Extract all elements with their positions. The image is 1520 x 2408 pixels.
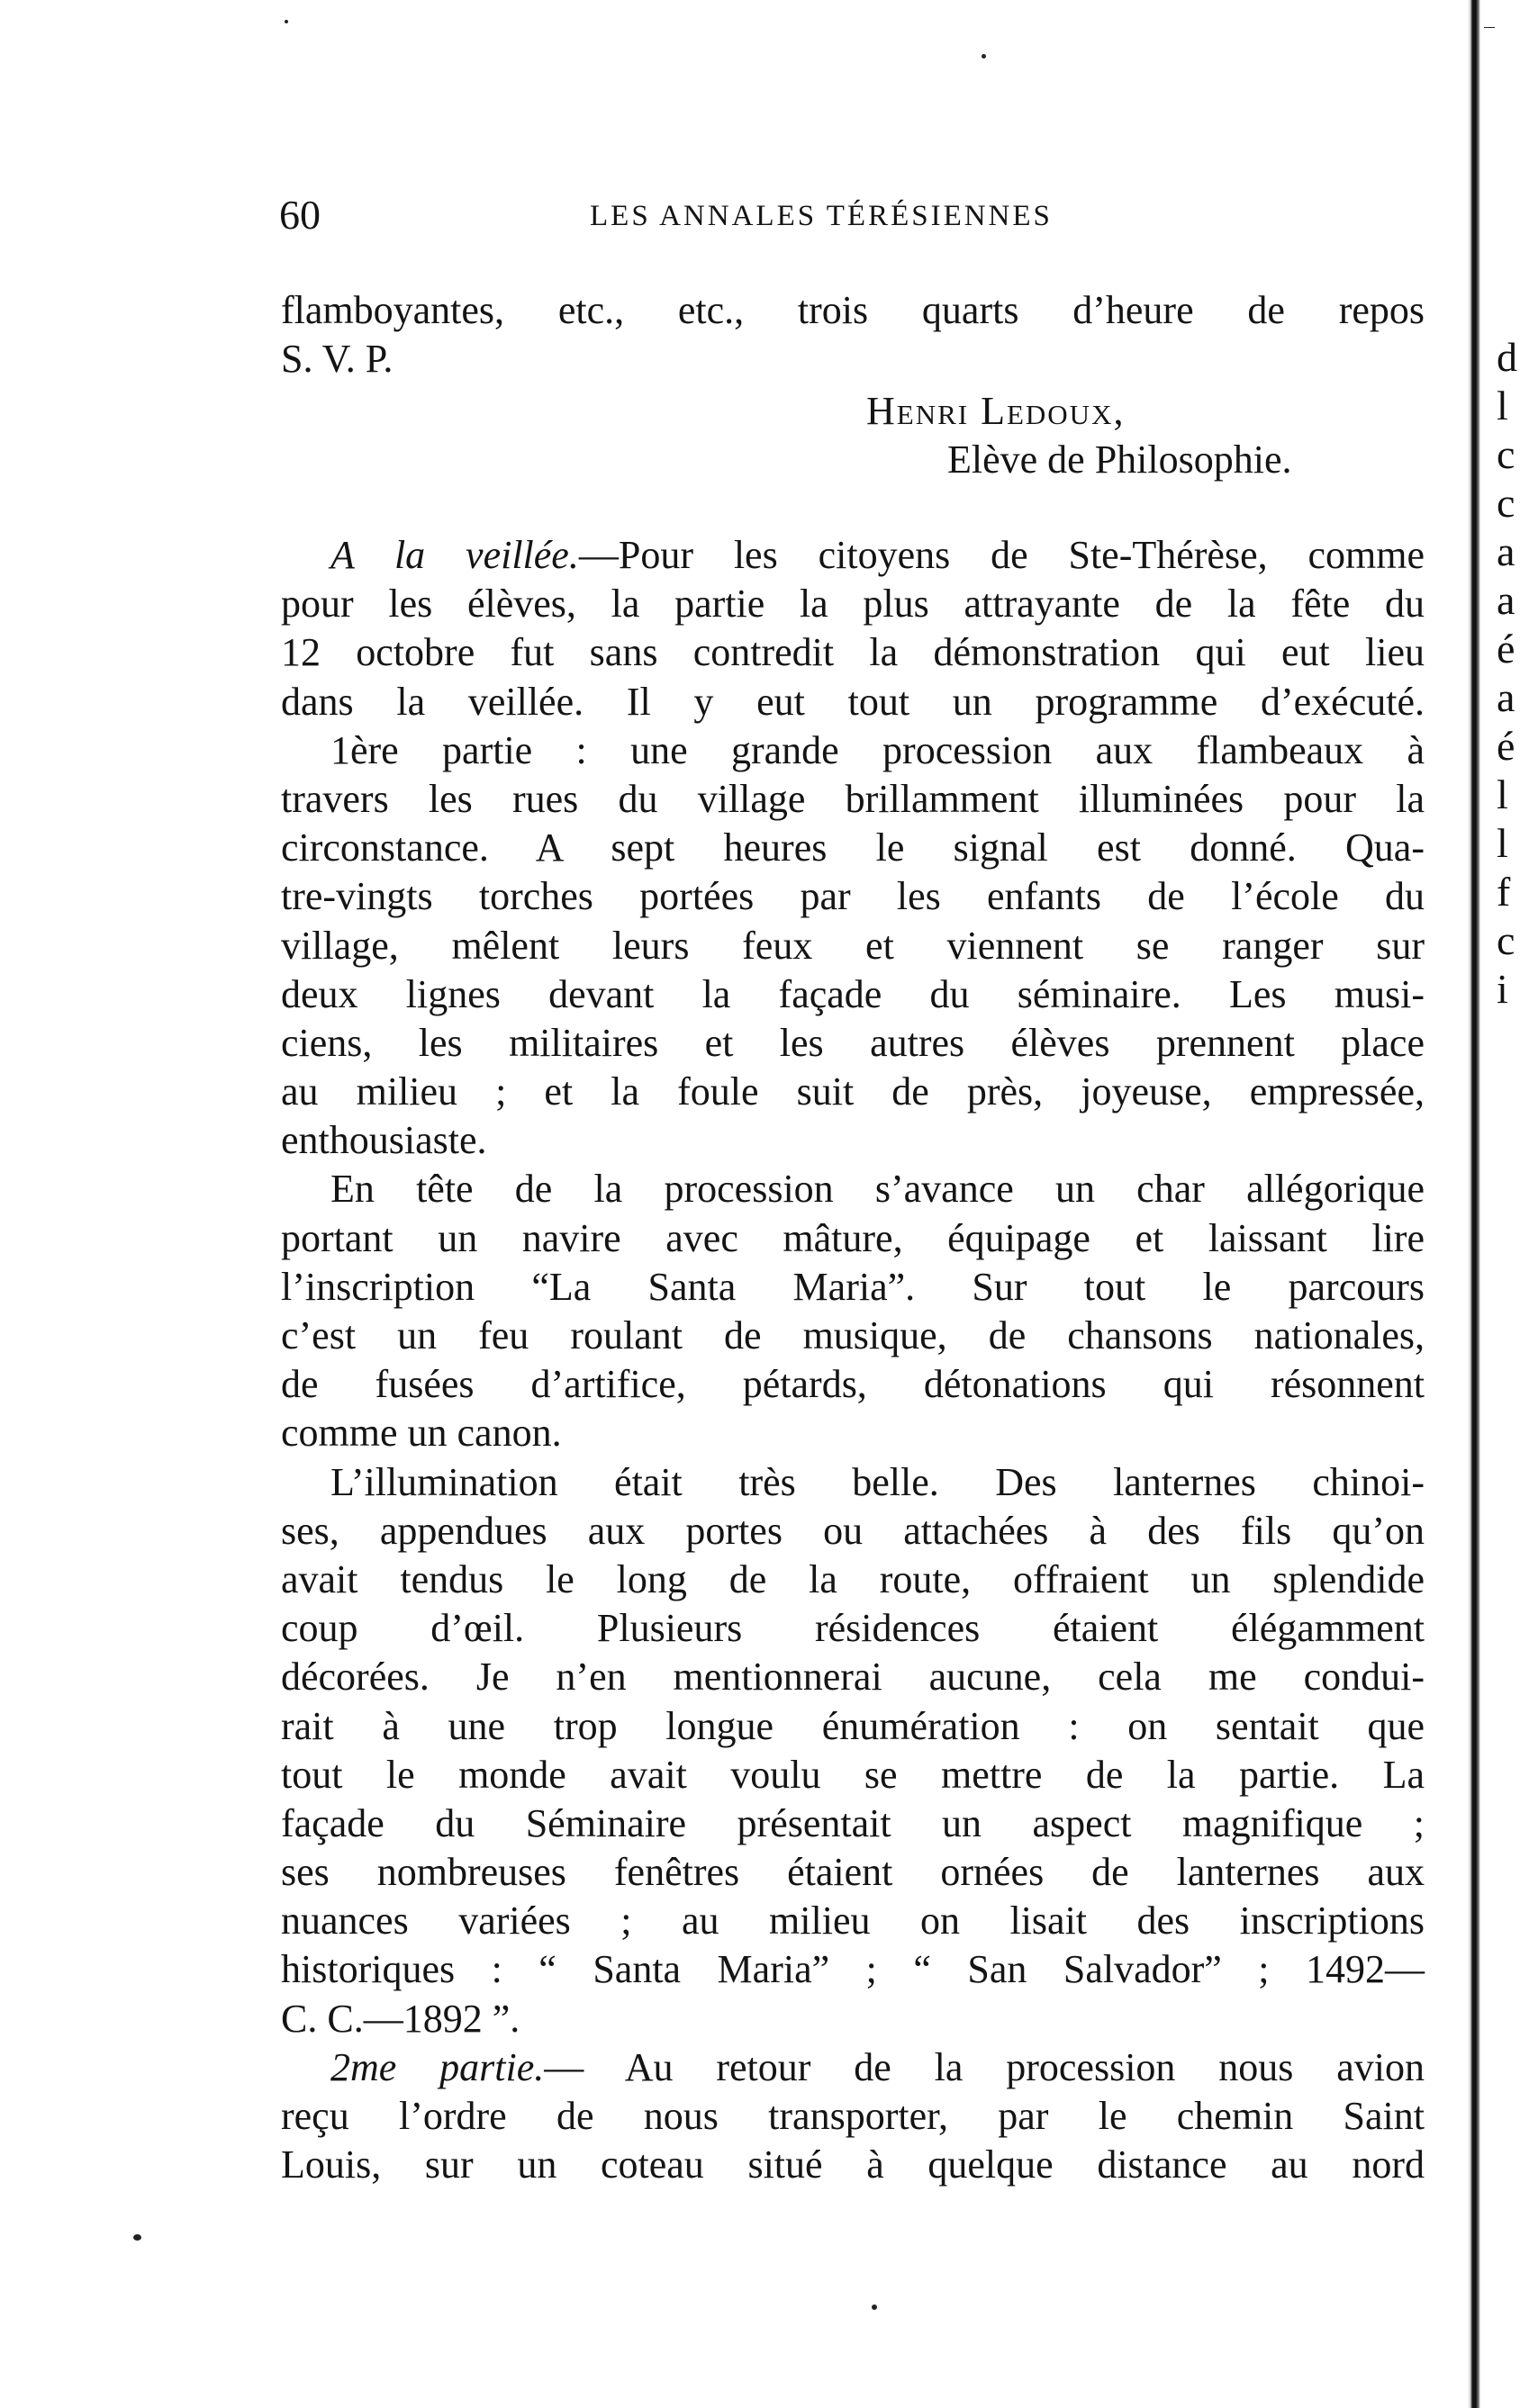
text-line: Louis, sur un coteau situé à quelque distance au nord: [281, 2142, 1425, 2187]
page-spine-edge: [1468, 0, 1480, 2408]
text-line: coup d’œil. Plusieurs résidences étaient élégamment: [281, 1606, 1425, 1651]
text-line: enthousiaste.: [281, 1118, 487, 1163]
text-line: ses nombreuses fenêtres étaient ornées de lanternes aux: [281, 1850, 1425, 1895]
text-line: rait à une trop longue énumération : on sentait que: [281, 1703, 1425, 1748]
text-line: l’inscription “La Santa Maria”. Sur tout le parcours: [281, 1264, 1425, 1309]
text-line: nuances variées ; au milieu on lisait des inscriptions: [281, 1898, 1425, 1944]
scan-speck: [285, 20, 288, 23]
text-line: c’est un feu roulant de musique, de chansons nationales,: [281, 1313, 1425, 1357]
text-line: tre-vingts torches portées par les enfants de l’école du: [281, 874, 1425, 919]
section-text: —Pour les citoyens de Ste-Thérèse, comme: [578, 533, 1425, 577]
facing-page-letter: f: [1497, 869, 1511, 915]
text-line: portant un navire avec mâture, équipage et laissant lire: [281, 1215, 1425, 1260]
facing-page-letter: c: [1497, 431, 1515, 477]
text-line: ses, appendues aux portes ou attachées à des fils qu’on: [281, 1508, 1425, 1553]
text-line: travers les rues du village brillamment illuminées pour la: [281, 776, 1425, 821]
page-header: [279, 191, 1423, 245]
facing-page-letter: i: [1497, 966, 1508, 1012]
facing-page-letter: a: [1497, 674, 1515, 720]
text-line: C. C.—1892 ”.: [281, 1996, 520, 2041]
text-line: de fusées d’artifice, pétards, détonations qui résonnent: [281, 1362, 1425, 1407]
facing-page-letter: c: [1497, 917, 1515, 963]
author-role: Elève de Philosophie.: [947, 437, 1292, 482]
facing-page-letter: l: [1497, 383, 1508, 428]
text-line: décorées. Je n’en mentionnerai aucune, cela me condui-: [281, 1655, 1425, 1700]
text-line: comme un canon.: [281, 1411, 562, 1456]
section-lead: 2me partie.: [330, 2044, 545, 2089]
facing-page-letter: l: [1497, 771, 1508, 817]
text-line: dans la veillée. Il y eut tout un programme d’exécuté.: [281, 679, 1425, 724]
text-line: [281, 531, 1425, 580]
facing-page-fragment: [1497, 333, 1520, 1014]
running-title: LES ANNALES TÉRÉSIENNES: [590, 200, 1053, 232]
facing-page-letter: d: [1497, 334, 1517, 380]
facing-page-letter: é: [1497, 723, 1515, 769]
text-line: pour les élèves, la partie la plus attrayante de la fête du: [281, 582, 1425, 627]
text-line: tout le monde avait voulu se mettre de la partie. La: [281, 1752, 1425, 1797]
text-line: 12 octobre fut sans contredit la démonstration qui eut lieu: [281, 630, 1425, 675]
scan-speck: [982, 54, 986, 59]
text-line: 1ère partie : une grande procession aux flambeaux à: [330, 727, 1425, 772]
section-text: — Au retour de la procession nous avion: [544, 2044, 1425, 2089]
text-line: circonstance. A sept heures le signal est donné. Qua-: [281, 825, 1425, 870]
section-lead: A la veillée.: [330, 533, 579, 577]
text-line: [281, 2043, 1425, 2092]
facing-page-letter: a: [1497, 577, 1515, 623]
text-line: En tête de la procession s’avance un char allégorique: [330, 1167, 1425, 1212]
scan-mark: [1484, 27, 1495, 28]
text-line: au milieu ; et la foule suit de près, joyeuse, empressée,: [281, 1069, 1425, 1114]
text-line: reçu l’ordre de nous transporter, par le chemin Saint: [281, 2094, 1425, 2138]
facing-page-letter: l: [1497, 820, 1508, 866]
scan-speck: [872, 2304, 877, 2310]
text-line: façade du Séminaire présentait un aspect magnifique ;: [281, 1800, 1425, 1845]
text-line: flamboyantes, etc., etc., trois quarts d’heure de repos: [281, 288, 1425, 332]
author-name: Henri Ledoux,: [866, 389, 1126, 433]
scan-speck: [133, 2234, 141, 2241]
opening-paragraph: [281, 286, 1425, 383]
text-line: village, mêlent leurs feux et viennent se ranger sur: [281, 923, 1425, 968]
text-line: ciens, les militaires et les autres élèves prennent place: [281, 1020, 1425, 1065]
text-line: deux lignes devant la façade du séminaire. Les musi-: [281, 971, 1425, 1016]
text-line: avait tendus le long de la route, offraient un splendide: [281, 1556, 1425, 1601]
text-line: S. V. P.: [281, 337, 394, 382]
facing-page-letter: é: [1497, 626, 1515, 672]
text-line: historiques : “ Santa Maria” ; “ San Salvador” ; 1492—: [281, 1947, 1425, 1992]
facing-page-letter: a: [1497, 528, 1515, 574]
article-body: [281, 529, 1425, 2189]
text-line: L’illumination était très belle. Des lanternes chinoi-: [330, 1459, 1425, 1504]
page-number: 60: [279, 192, 321, 238]
facing-page-letter: c: [1497, 480, 1515, 526]
